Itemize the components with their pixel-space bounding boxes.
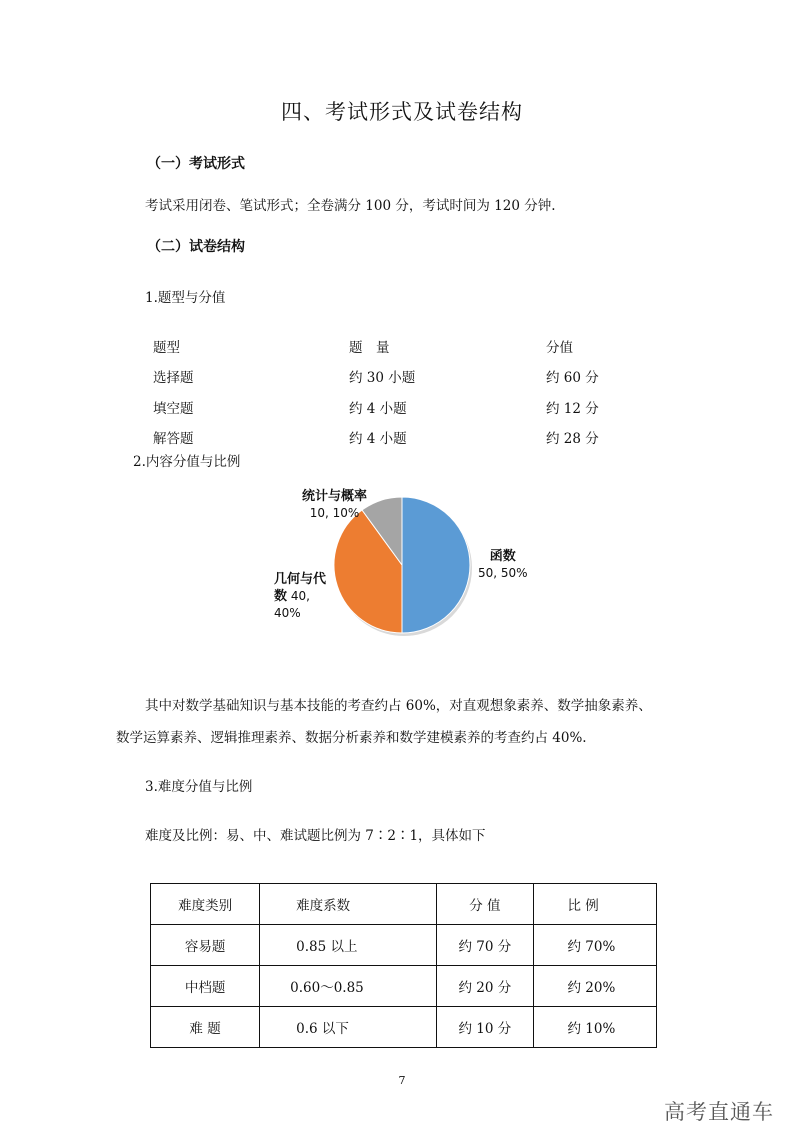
table-cell: 0.6 以下 [260, 1007, 437, 1048]
types-row-type: 选择题 [153, 370, 194, 386]
pie-label-geometry [274, 571, 326, 622]
types-row-count: 约 4 小题 [349, 431, 407, 447]
table-row [151, 966, 657, 1007]
types-row-score: 约 28 分 [546, 431, 599, 447]
exam-form-text: 考试采用闭卷、笔试形式；全卷满分 100 分，考试时间为 120 分钟. [145, 198, 556, 214]
content-paragraph-line2: 数学运算素养、逻辑推理素养、数据分析素养和数学建模素养的考查约占 40%. [116, 730, 587, 746]
types-row-count: 约 30 小题 [349, 370, 416, 386]
content-paragraph-line1: 其中对数学基础知识与基本技能的考查约占 60%，对直观想象素养、数学抽象素养、 [145, 698, 652, 714]
pie-label-geometry-value-b: 40% [274, 606, 301, 620]
table-header-cell: 分 值 [437, 884, 533, 925]
table-row [151, 925, 657, 966]
subheading-content: 2.内容分值与比例 [133, 454, 241, 470]
pie-label-geometry-value-a: 40, [290, 589, 310, 603]
table-cell: 约 10 分 [437, 1007, 533, 1048]
difficulty-ratio-text: 难度及比例：易、中、难试题比例为 7∶2∶1，具体如下 [145, 828, 486, 844]
pie-label-functions-value: 50, 50% [478, 566, 528, 580]
pie-label-geometry-name-b: 数 [274, 589, 288, 604]
table-cell: 约 20% [533, 966, 657, 1007]
pie-slice-0 [402, 497, 470, 633]
pie-label-statistics-name: 统计与概率 [302, 489, 368, 504]
types-header-count: 题 量 [349, 340, 390, 356]
table-cell: 约 70% [533, 925, 657, 966]
subheading-types: 1.题型与分值 [145, 290, 226, 306]
table-cell: 约 10% [533, 1007, 657, 1048]
pie-label-functions-name: 函数 [489, 549, 516, 564]
types-row-count: 约 4 小题 [349, 401, 407, 417]
table-row [151, 1007, 657, 1048]
table-cell: 0.85 以上 [260, 925, 437, 966]
pie-label-functions [478, 548, 528, 582]
types-row-score: 约 12 分 [546, 401, 599, 417]
section-heading-exam-form: （一）考试形式 [147, 156, 245, 172]
pie-label-geometry-name-a: 几何与代 [274, 572, 327, 587]
types-row-type: 填空题 [153, 401, 194, 417]
table-cell: 中档题 [151, 966, 260, 1007]
subheading-difficulty: 3.难度分值与比例 [145, 779, 253, 795]
difficulty-table [150, 883, 657, 1048]
table-cell: 约 70 分 [437, 925, 533, 966]
page-number: 7 [398, 1074, 406, 1087]
types-header-score: 分值 [546, 340, 573, 356]
table-cell: 0.60～0.85 [260, 966, 437, 1007]
table-cell: 约 20 分 [437, 966, 533, 1007]
pie-label-statistics-value: 10, 10% [309, 506, 360, 520]
types-header-type: 题型 [153, 340, 180, 356]
table-header-cell: 比 例 [533, 884, 657, 925]
types-row-type: 解答题 [153, 431, 194, 447]
table-cell: 容易题 [151, 925, 260, 966]
table-header-row [151, 884, 657, 925]
page-title: 四、考试形式及试卷结构 [281, 100, 523, 124]
section-heading-paper-structure: （二）试卷结构 [147, 239, 245, 255]
pie-label-statistics [302, 488, 367, 522]
table-cell: 难 题 [151, 1007, 260, 1048]
table-header-cell: 难度类别 [151, 884, 260, 925]
table-header-cell: 难度系数 [260, 884, 437, 925]
types-row-score: 约 60 分 [546, 370, 599, 386]
watermark: 高考直通车 [664, 1100, 774, 1124]
